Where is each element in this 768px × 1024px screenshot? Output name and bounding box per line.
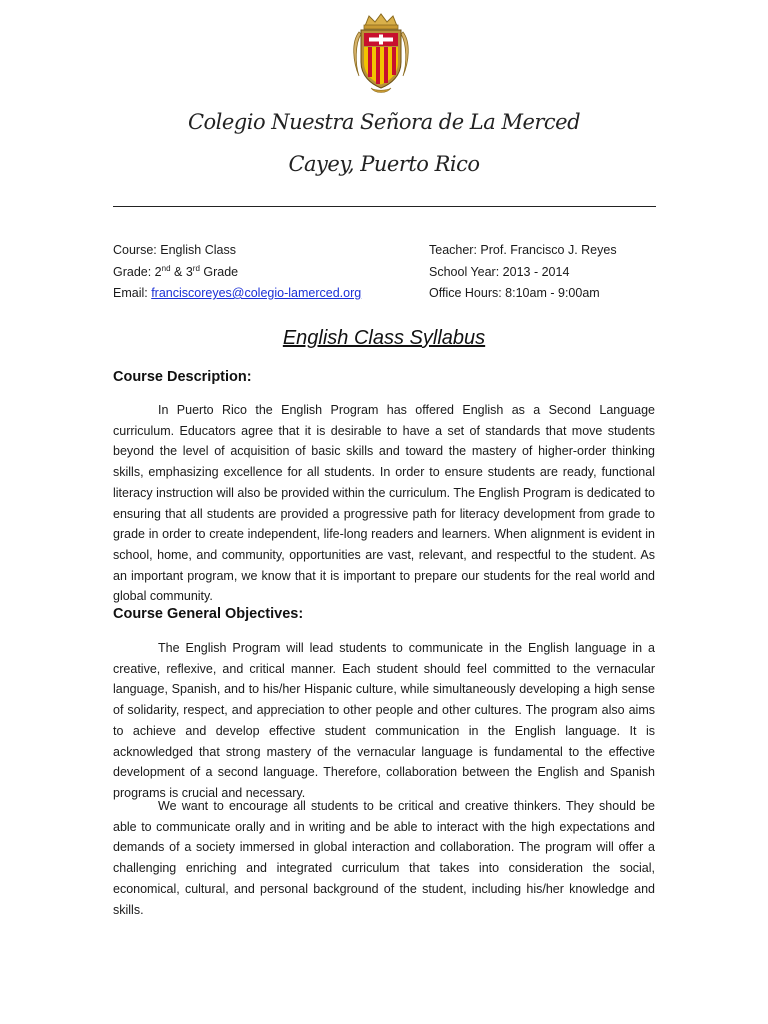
email-label: Email: <box>113 286 152 300</box>
course-objectives-paragraph-2: We want to encourage all students to be critical and creative thinkers. They should be able to communicate orally and in writing and be able to interact with the high expectations and demands of a society immersed in global interaction and collaboration. The program will offer a challenging enriching and integrated curriculum that takes into consideration the social, economical, cultural, and personal background of the student, including his/her knowledge and skills. <box>113 799 655 917</box>
course-line: Course: English Class <box>113 243 236 257</box>
school-name: Colegio Nuestra Señora de La Merced <box>187 110 581 134</box>
school-location: Cayey, Puerto Rico <box>288 152 480 176</box>
course-info-right <box>429 240 617 305</box>
teacher-line: Teacher: Prof. Francisco J. Reyes <box>429 243 617 257</box>
course-objectives-paragraph-1: The English Program will lead students to communicate in the English language in a creative, reflexive, and critical manner. Each student should feel committed to the vernacular language, Spanish, and to his/her Hispanic culture, while simultaneously developing a high sense of solidarity, respect, and appreciation to other people and other cultures. The program also aims to achieve and develop effective student communication in the English language. It is acknowledged that strong mastery of the vernacular language is fundamental to the effective development of a second language. Therefore, collaboration between the English and Spanish programs is crucial and necessary. <box>113 641 655 800</box>
school-year-line: School Year: 2013 - 2014 <box>429 264 570 279</box>
email-line <box>113 283 361 305</box>
document-title: English Class Syllabus <box>282 327 486 349</box>
course-description-heading: Course Description: <box>113 369 252 385</box>
course-objectives-heading: Course General Objectives: <box>113 606 304 622</box>
grade-line: Grade: 2nd & 3rd Grade <box>113 263 239 279</box>
email-link[interactable]: franciscoreyes@colegio-lamerced.org <box>151 286 362 300</box>
office-hours-line: Office Hours: 8:10am - 9:00am <box>429 286 600 300</box>
course-info-left <box>113 240 361 305</box>
header-divider <box>113 206 656 207</box>
course-description-paragraph: In Puerto Rico the English Program has offered English as a Second Language curriculum. Educators agree that it is desirable to have a set of standards that move students beyond the level of acquisition of basic skills and toward the mastery of higher-order thinking skills, emphasizing excellence for all students. In order to ensure students are ready, functional literacy instruction will also be provided within the curriculum. The English Program is dedicated to ensuring that all students are provided a progressive path for literacy development from grade to grade in order to create independent, life-long readers and learners. When alignment is evident in school, home, and community, opportunities are vast, relevant, and respectful to the student. As an important program, we know that it is important to prepare our students for the real world and global community. <box>113 403 655 604</box>
school-crest-logo <box>349 12 413 98</box>
